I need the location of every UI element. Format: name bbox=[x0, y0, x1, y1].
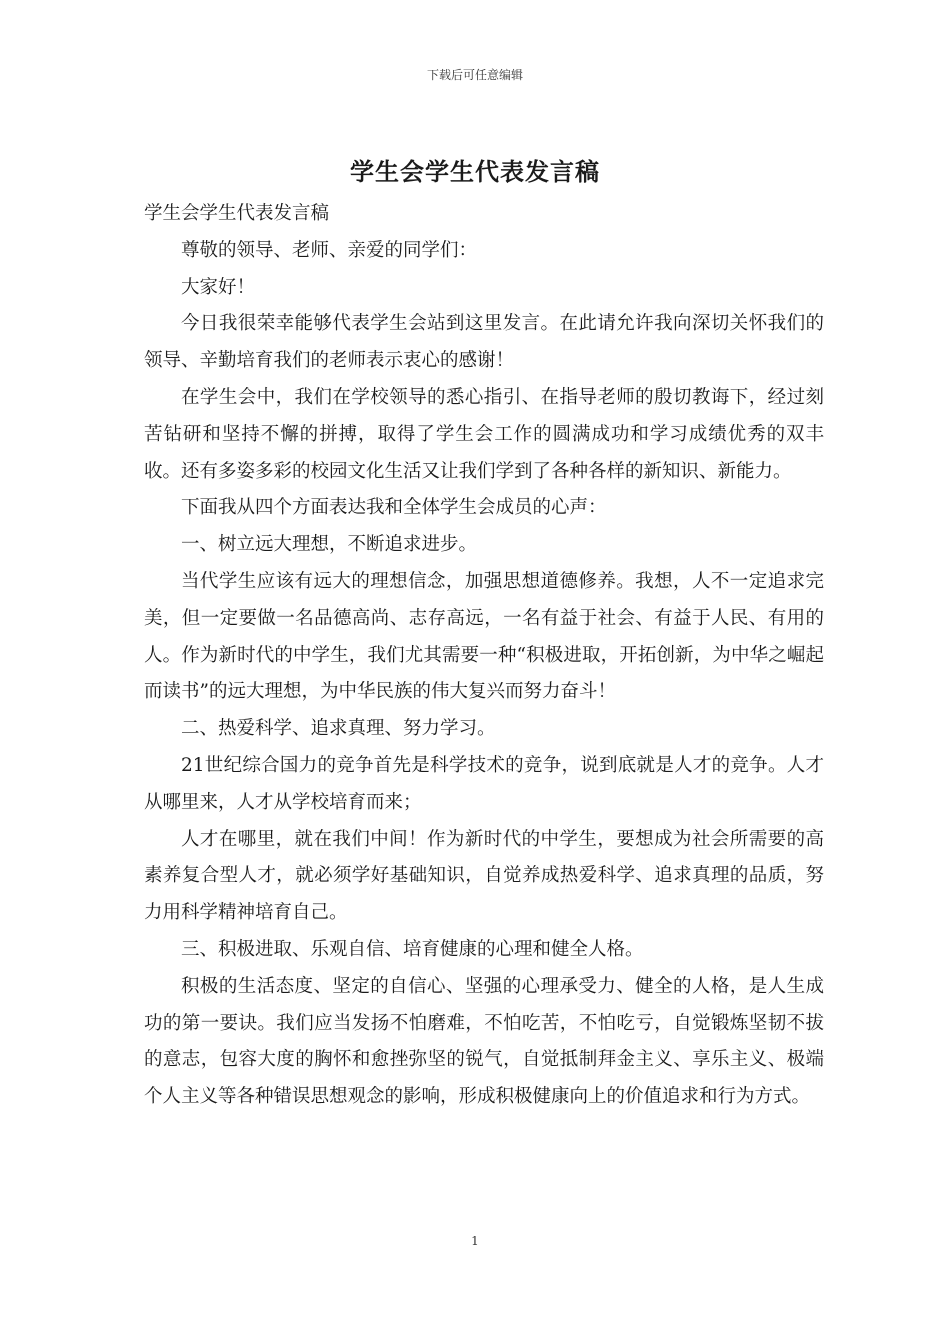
body-paragraph: 下面我从四个方面表达我和全体学生会成员的心声： bbox=[181, 497, 607, 519]
page-number: 1 bbox=[471, 1234, 479, 1248]
subtitle-paragraph: 学生会学生代表发言稿 bbox=[144, 203, 330, 224]
section-heading-2: 二、热爱科学、追求真理、努力学习。 bbox=[181, 718, 496, 740]
body-paragraph: 当代学生应该有远大的理想信念，加强思想道德修养。我想，人不一定追求完美，但一定要做一名品德高尚、志存高远，一名有益于社会、有益于人民、有用的人。作为新时代的中学生，我们尤其需要一种“积极进取，开拓创新，为中华之崛起而读书”的远大理想，为中华民族的伟大复兴而努力奋斗！ bbox=[144, 570, 824, 703]
section-heading-3: 三、积极进取、乐观自信、培育健康的心理和健全人格。 bbox=[181, 938, 644, 960]
page-header-note: 下载后可任意编辑 bbox=[426, 68, 523, 82]
document-title: 学生会学生代表发言稿 bbox=[350, 157, 600, 186]
body-paragraph: 人才在哪里，就在我们中间！作为新时代的中学生，要想成为社会所需要的高素养复合型人才，就必须学好基础知识，自觉养成热爱科学、追求真理的品质，努力用科学精神培育自己。 bbox=[144, 828, 824, 924]
salutation-paragraph: 尊敬的领导、老师、亲爱的同学们： bbox=[181, 239, 478, 261]
document-body bbox=[144, 196, 824, 1116]
body-paragraph: 21世纪综合国力的竞争首先是科学技术的竞争，说到底就是人才的竞争。人才从哪里来，人才从学校培育而来； bbox=[144, 754, 824, 813]
body-paragraph: 在学生会中，我们在学校领导的悉心指引、在指导老师的殷切教诲下，经过刻苦钻研和坚持不懈的拼搏，取得了学生会工作的圆满成功和学习成绩优秀的双丰收。还有多姿多彩的校园文化生活又让我们学到了各种各样的新知识、新能力。 bbox=[144, 386, 824, 482]
body-paragraph: 积极的生活态度、坚定的自信心、坚强的心理承受力、健全的人格，是人生成功的第一要诀。我们应当发扬不怕磨难，不怕吃苦，不怕吃亏，自觉锻炼坚韧不拔的意志，包容大度的胸怀和愈挫弥坚的锐气，自觉抵制拜金主义、享乐主义、极端个人主义等各种错误思想观念的影响，形成积极健康向上的价值追求和行为方式。 bbox=[144, 975, 824, 1108]
body-paragraph: 今日我很荣幸能够代表学生会站到这里发言。在此请允许我向深切关怀我们的领导、辛勤培育我们的老师表示衷心的感谢！ bbox=[144, 313, 824, 372]
section-heading-1: 一、树立远大理想，不断追求进步。 bbox=[181, 534, 478, 556]
greeting-paragraph: 大家好！ bbox=[181, 276, 256, 298]
